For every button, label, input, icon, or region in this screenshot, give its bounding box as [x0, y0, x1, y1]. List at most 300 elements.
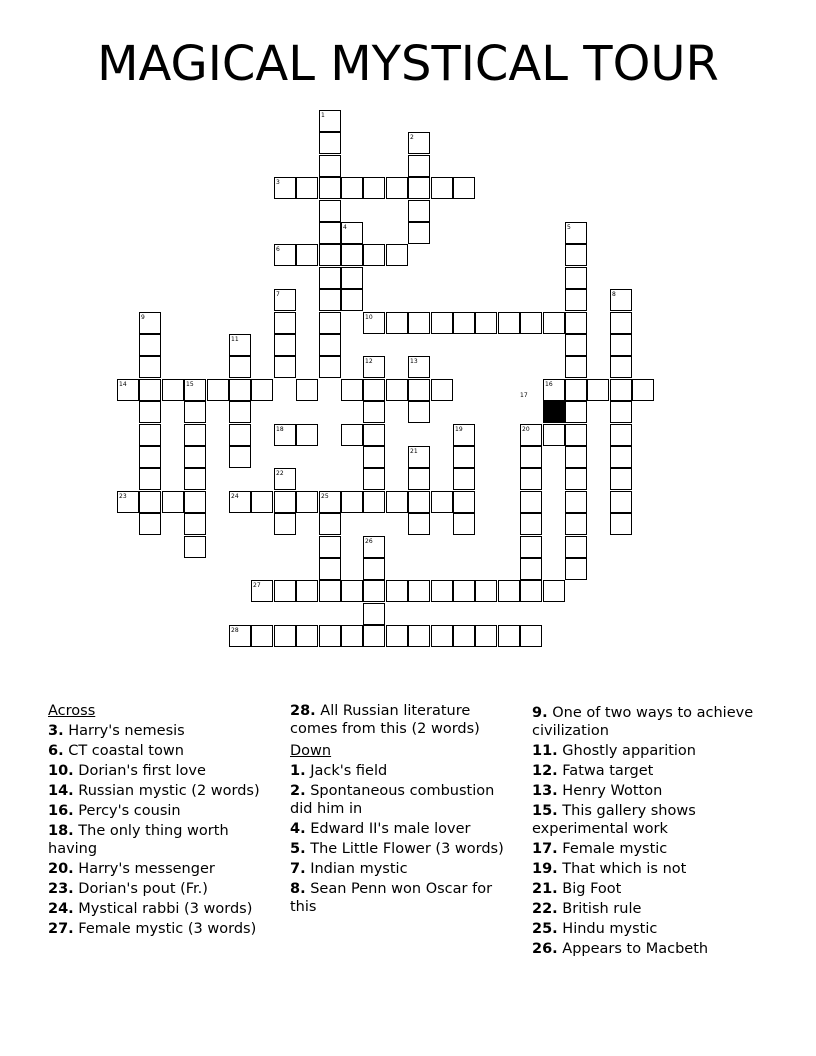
clue-text: Spontaneous combustion did him in [290, 783, 495, 817]
grid-cell[interactable] [341, 244, 363, 266]
grid-cell[interactable] [184, 424, 206, 446]
grid-cell[interactable] [274, 625, 296, 647]
grid-cell[interactable] [341, 222, 363, 244]
grid-cell[interactable] [274, 468, 296, 490]
grid-cell[interactable] [520, 625, 542, 647]
grid-cell[interactable] [184, 513, 206, 535]
clue-text: Jack's field [305, 763, 388, 779]
grid-cell[interactable] [363, 312, 385, 334]
grid-cell[interactable] [386, 379, 408, 401]
grid-cell[interactable] [386, 491, 408, 513]
clue-number-label: 23 [119, 493, 127, 500]
grid-cell[interactable] [543, 580, 565, 602]
clue-number-label: 19 [455, 426, 463, 433]
grid-cell[interactable] [363, 491, 385, 513]
across-clue [48, 900, 273, 918]
clue-number: 27. [48, 921, 74, 937]
grid-cell[interactable] [475, 625, 497, 647]
clue-text: CT coastal town [63, 743, 184, 759]
grid-cell[interactable] [296, 580, 318, 602]
across-clue [48, 762, 273, 780]
grid-cell[interactable] [610, 491, 632, 513]
grid-cell[interactable] [565, 222, 587, 244]
down-clue-list-continued [532, 704, 772, 958]
grid-cell[interactable] [184, 446, 206, 468]
clue-text: Harry's messenger [73, 861, 215, 877]
down-heading: Down [290, 743, 332, 759]
clue-number-label: 15 [186, 381, 194, 388]
grid-cell[interactable] [296, 379, 318, 401]
grid-cell[interactable] [139, 446, 161, 468]
clue-number: 26. [532, 941, 558, 957]
clue-number: 8. [290, 881, 306, 897]
black-square [520, 392, 565, 423]
grid-cell[interactable] [565, 513, 587, 535]
clue-text: Fatwa target [557, 763, 654, 779]
clue-column-1 [48, 702, 273, 938]
grid-cell[interactable] [453, 513, 475, 535]
grid-cell[interactable] [431, 312, 453, 334]
grid-cell[interactable] [565, 446, 587, 468]
grid-cell[interactable] [543, 312, 565, 334]
down-clue [290, 820, 515, 838]
grid-cell[interactable] [341, 177, 363, 199]
clue-number: 7. [290, 861, 306, 877]
grid-cell[interactable] [274, 356, 296, 378]
grid-cell[interactable] [251, 491, 273, 513]
clue-number-label: 2 [410, 134, 414, 141]
grid-cell[interactable] [498, 625, 520, 647]
grid-cell[interactable] [610, 356, 632, 378]
grid-cell[interactable] [520, 558, 542, 580]
clue-text: Dorian's pout (Fr.) [73, 881, 208, 897]
grid-cell[interactable] [520, 446, 542, 468]
across-clue [48, 822, 273, 858]
clue-text: All Russian literature comes from this (2 words) [290, 703, 480, 737]
across-clue-28 [290, 702, 515, 738]
grid-cell[interactable] [408, 468, 430, 490]
clue-number-label: 10 [365, 314, 373, 321]
grid-cell[interactable] [274, 580, 296, 602]
clue-text: Dorian's first love [73, 763, 206, 779]
grid-cell[interactable] [139, 401, 161, 423]
clue-text: Ghostly apparition [557, 743, 696, 759]
grid-cell[interactable] [386, 312, 408, 334]
grid-cell[interactable] [543, 379, 565, 401]
grid-cell[interactable] [363, 356, 385, 378]
grid-cell[interactable] [565, 244, 587, 266]
grid-cell[interactable] [319, 289, 341, 311]
grid-cell[interactable] [431, 177, 453, 199]
grid-cell[interactable] [363, 446, 385, 468]
grid-cell[interactable] [408, 379, 430, 401]
grid-cell[interactable] [319, 513, 341, 535]
down-clue [532, 920, 772, 938]
grid-cell[interactable] [386, 177, 408, 199]
grid-cell[interactable] [139, 334, 161, 356]
clue-number: 20. [48, 861, 74, 877]
across-clue [48, 722, 273, 740]
grid-cell[interactable] [363, 379, 385, 401]
grid-cell[interactable] [408, 580, 430, 602]
down-clue [532, 762, 772, 780]
grid-cell[interactable] [520, 513, 542, 535]
grid-cell[interactable] [520, 536, 542, 558]
across-clue [48, 742, 273, 760]
grid-cell[interactable] [363, 558, 385, 580]
grid-cell[interactable] [498, 580, 520, 602]
grid-cell[interactable] [475, 312, 497, 334]
grid-cell[interactable] [319, 334, 341, 356]
clue-text: Appears to Macbeth [557, 941, 709, 957]
grid-cell[interactable] [296, 491, 318, 513]
grid-cell[interactable] [139, 513, 161, 535]
grid-cell[interactable] [319, 155, 341, 177]
grid-cell[interactable] [610, 446, 632, 468]
clue-number-label: 20 [522, 426, 530, 433]
clue-number: 21. [532, 881, 558, 897]
grid-cell[interactable] [184, 468, 206, 490]
grid-cell[interactable] [587, 379, 609, 401]
grid-cell[interactable] [319, 200, 341, 222]
clue-number: 28. [290, 703, 316, 719]
grid-cell[interactable] [565, 356, 587, 378]
grid-cell[interactable] [453, 468, 475, 490]
grid-cell[interactable] [363, 424, 385, 446]
clue-number: 2. [290, 783, 306, 799]
grid-cell[interactable] [341, 580, 363, 602]
grid-cell[interactable] [408, 222, 430, 244]
clue-number-label: 21 [410, 448, 418, 455]
grid-cell[interactable] [319, 312, 341, 334]
down-clue [532, 782, 772, 800]
grid-cell[interactable] [363, 603, 385, 625]
clue-text: That which is not [557, 861, 687, 877]
clue-number: 14. [48, 783, 74, 799]
grid-cell[interactable] [408, 625, 430, 647]
grid-cell[interactable] [408, 513, 430, 535]
grid-cell[interactable] [117, 491, 139, 513]
clue-number: 18. [48, 823, 74, 839]
clue-number: 16. [48, 803, 74, 819]
clue-number-label: 18 [276, 426, 284, 433]
grid-cell[interactable] [139, 312, 161, 334]
grid-cell[interactable] [229, 379, 251, 401]
grid-cell[interactable] [565, 379, 587, 401]
grid-cell[interactable] [610, 401, 632, 423]
clue-number-label: 4 [343, 224, 347, 231]
grid-cell[interactable] [319, 177, 341, 199]
down-clue [532, 880, 772, 898]
grid-cell[interactable] [162, 379, 184, 401]
clue-number-label: 11 [231, 336, 239, 343]
down-clue [290, 860, 515, 878]
clue-number-label: 1 [321, 112, 325, 119]
grid-cell[interactable] [565, 491, 587, 513]
clue-text: Female mystic (3 words) [73, 921, 257, 937]
grid-cell[interactable] [565, 334, 587, 356]
clue-number: 5. [290, 841, 306, 857]
clue-number-label: 27 [253, 582, 261, 589]
clue-text: British rule [557, 901, 642, 917]
grid-cell[interactable] [363, 625, 385, 647]
grid-cell[interactable] [431, 379, 453, 401]
grid-cell[interactable] [565, 267, 587, 289]
grid-cell[interactable] [520, 580, 542, 602]
grid-cell[interactable] [251, 379, 273, 401]
grid-cell[interactable] [341, 267, 363, 289]
clue-text: Sean Penn won Oscar for this [290, 881, 493, 915]
clue-text: Henry Wotton [557, 783, 663, 799]
grid-cell[interactable] [229, 334, 251, 356]
grid-cell[interactable] [184, 536, 206, 558]
grid-cell[interactable] [520, 312, 542, 334]
grid-cell[interactable] [363, 536, 385, 558]
down-clue [532, 704, 772, 740]
grid-cell[interactable] [408, 155, 430, 177]
grid-cell[interactable] [296, 177, 318, 199]
down-clue [532, 940, 772, 958]
down-clue [532, 900, 772, 918]
clue-number-label: 16 [545, 381, 553, 388]
grid-cell[interactable] [319, 222, 341, 244]
clue-text: Edward II's male lover [305, 821, 471, 837]
grid-cell[interactable] [341, 379, 363, 401]
grid-cell[interactable] [274, 513, 296, 535]
grid-cell[interactable] [363, 468, 385, 490]
clue-number-label: 13 [410, 358, 418, 365]
grid-cell[interactable] [229, 625, 251, 647]
clue-number-label: 7 [276, 291, 280, 298]
grid-cell[interactable] [453, 177, 475, 199]
grid-cell[interactable] [565, 558, 587, 580]
grid-cell[interactable] [341, 289, 363, 311]
grid-cell[interactable] [319, 536, 341, 558]
grid-cell[interactable] [565, 312, 587, 334]
grid-cell[interactable] [162, 491, 184, 513]
grid-cell[interactable] [408, 356, 430, 378]
clue-text: One of two ways to achieve civilization [532, 705, 754, 739]
clue-text: Harry's nemesis [63, 723, 185, 739]
clue-number-label: 3 [276, 179, 280, 186]
clue-number-label: 5 [567, 224, 571, 231]
across-clue [48, 802, 273, 820]
grid-cell[interactable] [363, 580, 385, 602]
grid-cell[interactable] [184, 379, 206, 401]
clue-column-2 [290, 702, 515, 916]
grid-cell[interactable] [610, 424, 632, 446]
grid-cell[interactable] [229, 491, 251, 513]
grid-cell[interactable] [565, 424, 587, 446]
grid-cell[interactable] [363, 244, 385, 266]
grid-cell[interactable] [453, 424, 475, 446]
grid-cell[interactable] [408, 132, 430, 154]
across-clue [48, 782, 273, 800]
down-clue [532, 840, 772, 858]
grid-cell[interactable] [610, 289, 632, 311]
grid-cell[interactable] [229, 401, 251, 423]
grid-cell[interactable] [565, 289, 587, 311]
grid-cell[interactable] [363, 177, 385, 199]
grid-cell[interactable] [520, 468, 542, 490]
across-clue [48, 880, 273, 898]
grid-cell[interactable] [274, 491, 296, 513]
grid-cell[interactable] [408, 401, 430, 423]
grid-cell[interactable] [274, 334, 296, 356]
grid-cell[interactable] [274, 312, 296, 334]
grid-cell[interactable] [274, 289, 296, 311]
down-clue [290, 840, 515, 858]
clue-number: 15. [532, 803, 558, 819]
clue-number: 10. [48, 763, 74, 779]
grid-cell[interactable] [319, 580, 341, 602]
grid-cell[interactable] [632, 379, 654, 401]
grid-cell[interactable] [139, 356, 161, 378]
grid-cell[interactable] [431, 491, 453, 513]
across-heading: Across [48, 703, 96, 719]
grid-cell[interactable] [251, 625, 273, 647]
grid-cell[interactable] [610, 379, 632, 401]
grid-cell[interactable] [565, 468, 587, 490]
grid-cell[interactable] [610, 513, 632, 535]
clue-text: Big Foot [557, 881, 622, 897]
clue-number: 24. [48, 901, 74, 917]
clue-column-3 [532, 702, 772, 958]
clue-number: 12. [532, 763, 558, 779]
clue-number: 25. [532, 921, 558, 937]
grid-cell[interactable] [319, 132, 341, 154]
clue-number-label: 26 [365, 538, 373, 545]
clue-number-label: 25 [321, 493, 329, 500]
grid-cell[interactable] [319, 491, 341, 513]
down-clue [290, 762, 515, 780]
clue-text: Indian mystic [305, 861, 408, 877]
grid-cell[interactable] [453, 625, 475, 647]
clue-number: 17. [532, 841, 558, 857]
grid-cell[interactable] [229, 356, 251, 378]
grid-cell[interactable] [431, 580, 453, 602]
grid-cell[interactable] [184, 491, 206, 513]
grid-cell[interactable] [408, 491, 430, 513]
grid-cell[interactable] [610, 468, 632, 490]
grid-cell[interactable] [386, 244, 408, 266]
clue-number: 23. [48, 881, 74, 897]
grid-cell[interactable] [139, 491, 161, 513]
grid-cell[interactable] [610, 334, 632, 356]
clue-number-label: 6 [276, 246, 280, 253]
grid-cell[interactable] [386, 580, 408, 602]
grid-cell[interactable] [565, 401, 587, 423]
grid-cell[interactable] [319, 110, 341, 132]
clue-text: Percy's cousin [73, 803, 181, 819]
grid-cell[interactable] [408, 312, 430, 334]
grid-cell[interactable] [520, 491, 542, 513]
grid-cell[interactable] [408, 200, 430, 222]
grid-cell[interactable] [319, 244, 341, 266]
across-clue [48, 920, 273, 938]
clue-number: 13. [532, 783, 558, 799]
clue-number: 19. [532, 861, 558, 877]
down-clue-list [290, 762, 515, 916]
clue-text: This gallery shows experimental work [532, 803, 696, 837]
grid-cell[interactable] [139, 424, 161, 446]
grid-cell[interactable] [475, 580, 497, 602]
grid-cell[interactable] [565, 536, 587, 558]
grid-cell[interactable] [117, 379, 139, 401]
clue-number-label: 8 [612, 291, 616, 298]
grid-cell[interactable] [453, 580, 475, 602]
grid-cell[interactable] [341, 491, 363, 513]
grid-cell[interactable] [543, 424, 565, 446]
down-clue [290, 880, 515, 916]
clue-number: 9. [532, 705, 548, 721]
clue-number: 22. [532, 901, 558, 917]
grid-cell[interactable] [498, 312, 520, 334]
grid-cell[interactable] [251, 580, 273, 602]
grid-cell[interactable] [229, 446, 251, 468]
clue-number-label: 17 [520, 392, 528, 399]
grid-cell[interactable] [274, 244, 296, 266]
grid-cell[interactable] [453, 312, 475, 334]
grid-cell[interactable] [139, 379, 161, 401]
grid-cell[interactable] [319, 267, 341, 289]
clue-text: Mystical rabbi (3 words) [73, 901, 253, 917]
clue-text: Female mystic [557, 841, 668, 857]
grid-cell[interactable] [296, 424, 318, 446]
grid-cell[interactable] [386, 625, 408, 647]
clue-number-label: 24 [231, 493, 239, 500]
grid-cell[interactable] [319, 558, 341, 580]
clue-number: 4. [290, 821, 306, 837]
clue-number-label: 9 [141, 314, 145, 321]
grid-cell[interactable] [408, 446, 430, 468]
grid-cell[interactable] [341, 625, 363, 647]
clue-number: 11. [532, 743, 558, 759]
grid-cell[interactable] [319, 625, 341, 647]
grid-cell[interactable] [274, 177, 296, 199]
clue-text: The Little Flower (3 words) [305, 841, 504, 857]
clue-number-label: 22 [276, 470, 284, 477]
grid-cell[interactable] [453, 446, 475, 468]
across-clue-list [48, 722, 273, 938]
clue-number-label: 14 [119, 381, 127, 388]
grid-cell[interactable] [296, 625, 318, 647]
clue-number: 3. [48, 723, 64, 739]
grid-cell[interactable] [408, 177, 430, 199]
down-clue [532, 860, 772, 878]
clue-number-label: 28 [231, 627, 239, 634]
grid-cell[interactable] [319, 356, 341, 378]
clue-number-label: 12 [365, 358, 373, 365]
puzzle-title: MAGICAL MYSTICAL TOUR [97, 36, 719, 92]
grid-cell[interactable] [139, 468, 161, 490]
clue-text: Hindu mystic [557, 921, 658, 937]
grid-cell[interactable] [341, 424, 363, 446]
grid-cell[interactable] [363, 401, 385, 423]
grid-cell[interactable] [431, 625, 453, 647]
grid-cell[interactable] [184, 401, 206, 423]
clue-text: Russian mystic (2 words) [73, 783, 260, 799]
down-clue [532, 742, 772, 760]
grid-cell[interactable] [453, 491, 475, 513]
grid-cell[interactable] [520, 424, 542, 446]
down-clue [532, 802, 772, 838]
grid-cell[interactable] [274, 424, 296, 446]
grid-cell[interactable] [610, 312, 632, 334]
grid-cell[interactable] [296, 244, 318, 266]
grid-cell[interactable] [229, 424, 251, 446]
grid-cell[interactable] [207, 379, 229, 401]
